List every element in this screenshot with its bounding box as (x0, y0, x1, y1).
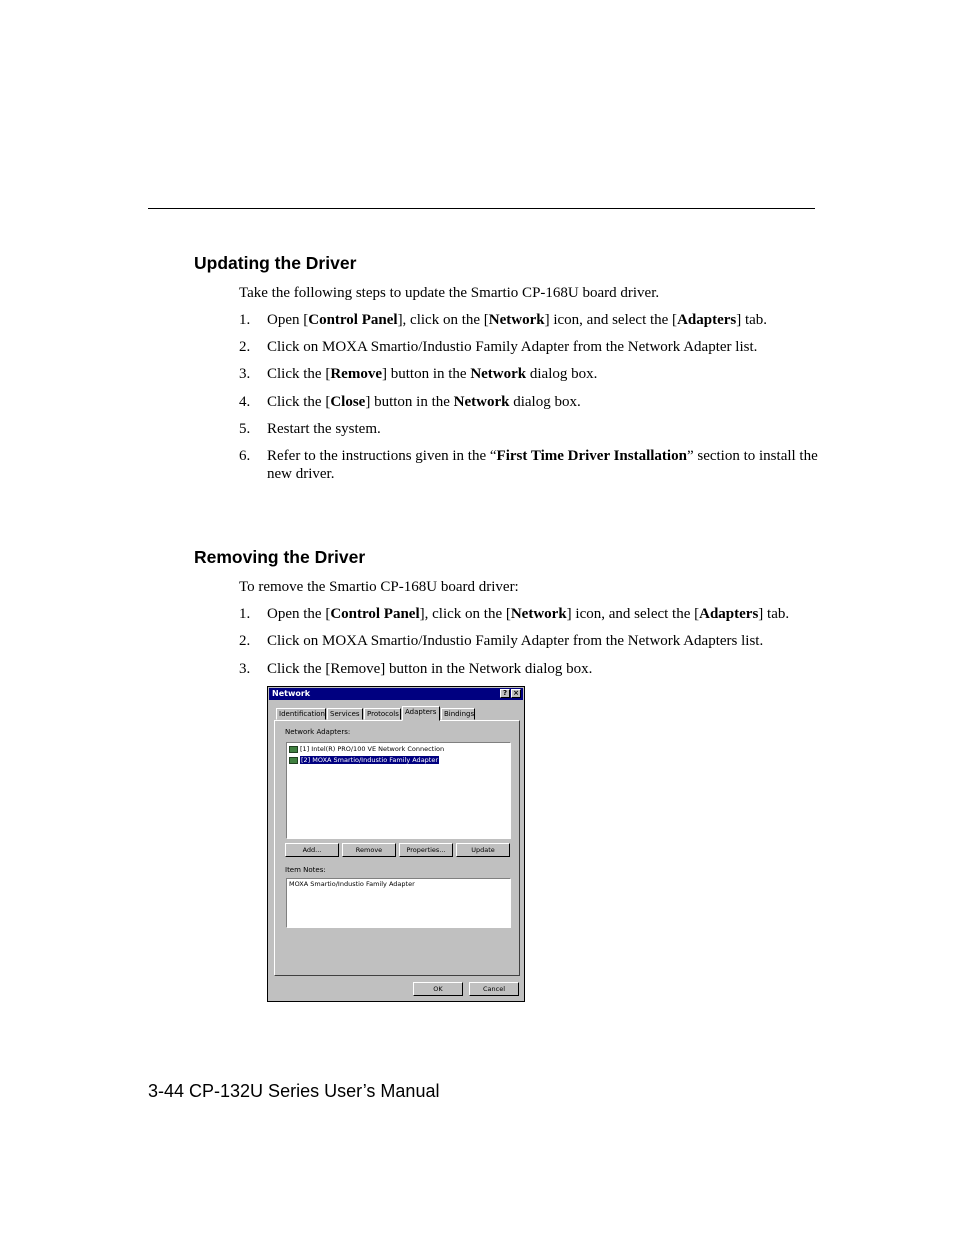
network-adapters-list[interactable] (286, 742, 511, 839)
update-button[interactable]: Update (456, 843, 510, 857)
removing-intro: To remove the Smartio CP-168U board driver: (239, 579, 519, 595)
step-text: Refer to the instructions given in the “First Time Driver Installation” section to install the new driver. (267, 448, 818, 482)
dialog-title: Network (272, 689, 311, 698)
ok-button[interactable]: OK (413, 982, 463, 996)
adapter-list-item[interactable]: [1] Intel(R) PRO/100 VE Network Connection (289, 745, 444, 754)
step-number: 3. (239, 661, 251, 677)
updating-intro: Take the following steps to update the Smartio CP-168U board driver. (239, 285, 660, 301)
step-number: 2. (239, 633, 251, 649)
step-number: 5. (239, 421, 251, 437)
dialog-title-bar (269, 688, 523, 700)
step-text: Click the [Remove] button in the Network dialog box. (267, 366, 598, 382)
step-text: Click on MOXA Smartio/Industio Family Adapter from the Network Adapter list. (267, 339, 758, 355)
step-number: 1. (239, 312, 251, 328)
step-number: 3. (239, 366, 251, 382)
header-rule (148, 208, 815, 209)
tab-services[interactable]: Services (327, 708, 363, 720)
step-text: Click the [Close] button in the Network dialog box. (267, 394, 581, 410)
step-number: 2. (239, 339, 251, 355)
step-number: 4. (239, 394, 251, 410)
step-text: Restart the system. (267, 421, 381, 437)
adapters-tab-panel (274, 720, 520, 976)
section-heading-removing: Removing the Driver (194, 547, 366, 567)
network-adapter-icon (289, 757, 298, 764)
close-icon[interactable]: × (511, 689, 521, 698)
network-adapters-label: Network Adapters: (285, 728, 351, 736)
step-text: Click the [Remove] button in the Network dialog box. (267, 661, 593, 677)
item-notes-text: MOXA Smartio/Industio Family Adapter (289, 880, 415, 888)
network-dialog (267, 686, 525, 1002)
add-button[interactable]: Add... (285, 843, 339, 857)
item-notes-box (286, 878, 511, 928)
page-footer: 3-44 CP-132U Series User’s Manual (148, 1081, 440, 1101)
cancel-button[interactable]: Cancel (469, 982, 519, 996)
step-number: 6. (239, 448, 251, 464)
tab-adapters[interactable]: Adapters (402, 706, 440, 721)
tab-protocols[interactable]: Protocols (364, 708, 401, 720)
properties-button[interactable]: Properties... (399, 843, 453, 857)
item-notes-label: Item Notes: (285, 866, 326, 874)
step-text: Open the [Control Panel], click on the [Network] icon, and select the [Adapters] tab. (267, 606, 790, 622)
tab-identification[interactable]: Identification (276, 708, 326, 720)
adapter-list-item-selected[interactable]: [2] MOXA Smartio/Industio Family Adapter (289, 756, 439, 765)
tab-bindings[interactable]: Bindings (441, 708, 475, 720)
step-text: Open [Control Panel], click on the [Network] icon, and select the [Adapters] tab. (267, 312, 768, 328)
step-number: 1. (239, 606, 251, 622)
help-icon[interactable]: ? (500, 689, 510, 698)
remove-button[interactable]: Remove (342, 843, 396, 857)
network-adapter-icon (289, 746, 298, 753)
section-heading-updating: Updating the Driver (194, 253, 357, 273)
step-text: Click on MOXA Smartio/Industio Family Adapter from the Network Adapters list. (267, 633, 764, 649)
